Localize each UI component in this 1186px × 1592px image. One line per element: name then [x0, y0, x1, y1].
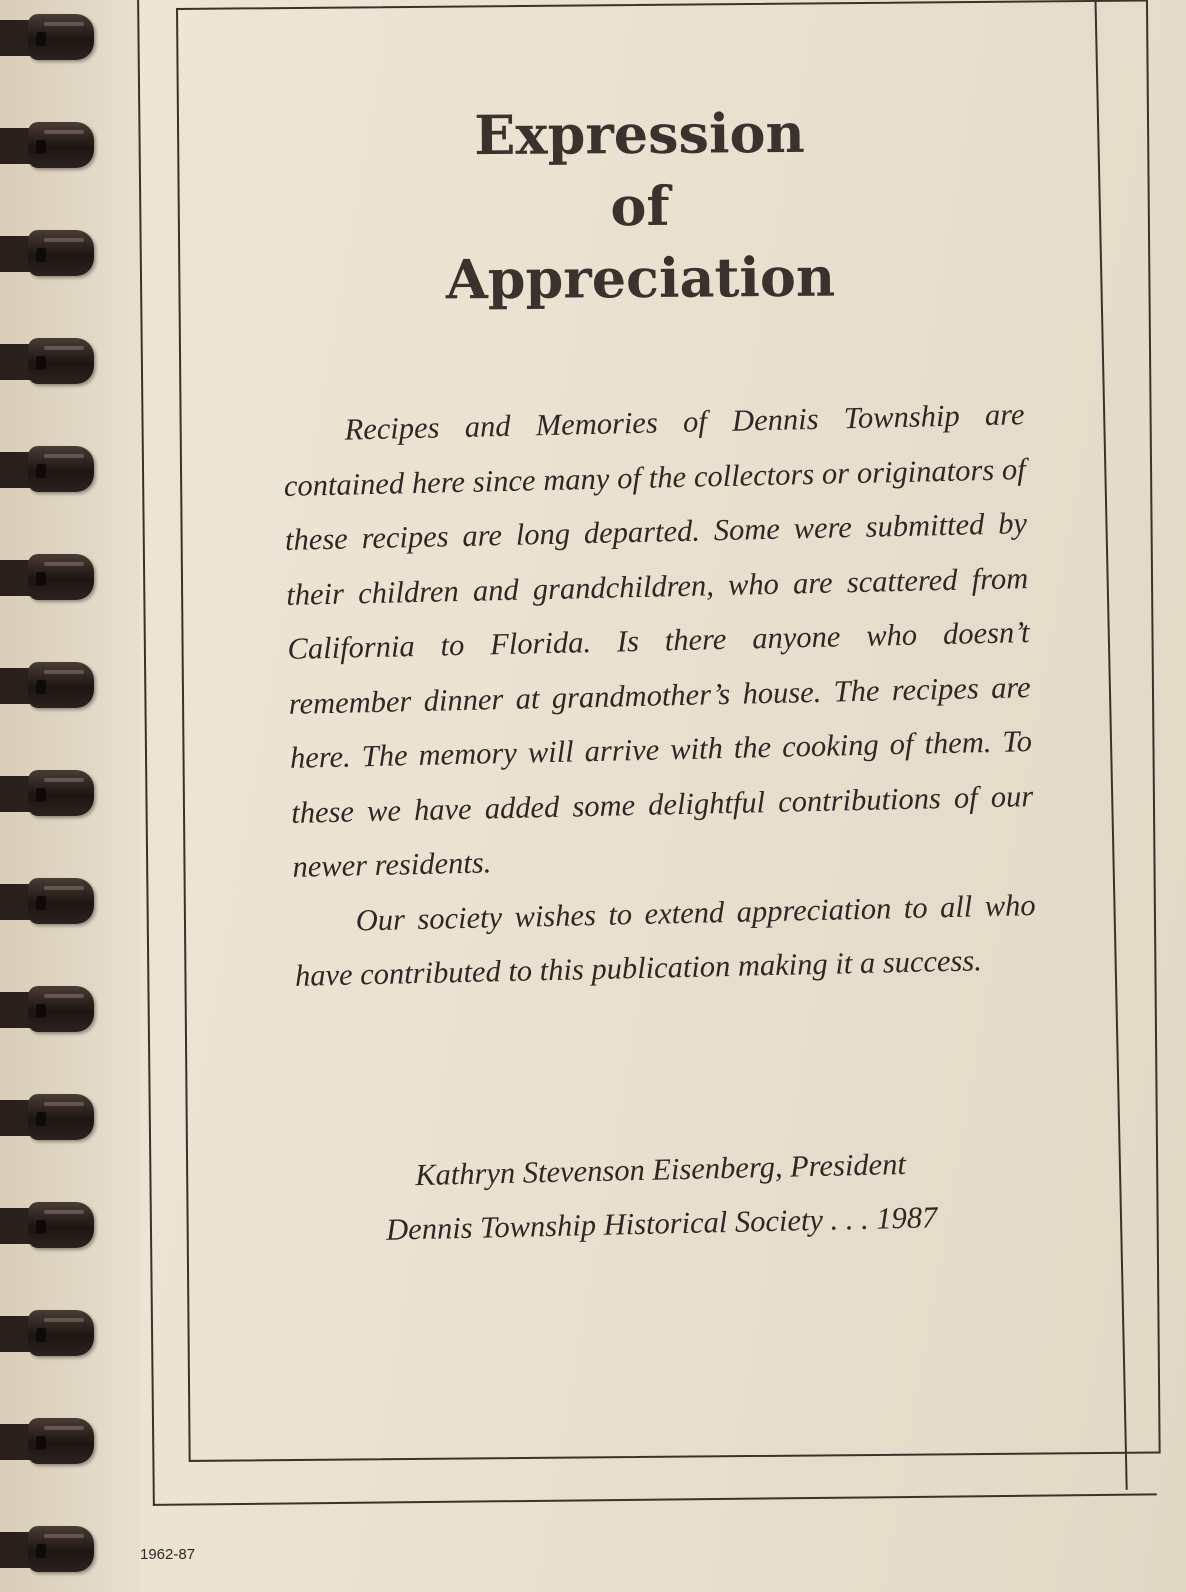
title-line-3: Appreciation	[445, 244, 836, 312]
page-title	[379, 96, 900, 316]
title-line-1: Expression	[474, 100, 805, 168]
title-line-2: of	[610, 173, 670, 239]
signature-block	[330, 1135, 992, 1258]
paragraph-2: Our society wishes to extend appreciation to all who have contributed to this publication making it a success.	[294, 887, 1036, 993]
signature-name: Kathryn Stevenson Eisenberg, President	[414, 1146, 907, 1193]
footer-year-range: 1962-87	[140, 1546, 196, 1563]
signature-organization: Dennis Township Historical Society . . . 1987	[385, 1200, 938, 1247]
appreciation-text	[282, 387, 1037, 1003]
paragraph-1: Recipes and Memories of Dennis Township are contained here since many of the collectors or originators of these recipes are long departed. Some were submitted by their children and grandchildren, who are scattered from California to Florida. Is there anyone who doesn’t remember dinner at grandmother’s house. The recipes are here. The memory will arrive with the cooking of them. To these we have added some delightful contributions of our newer residents.	[283, 397, 1034, 884]
